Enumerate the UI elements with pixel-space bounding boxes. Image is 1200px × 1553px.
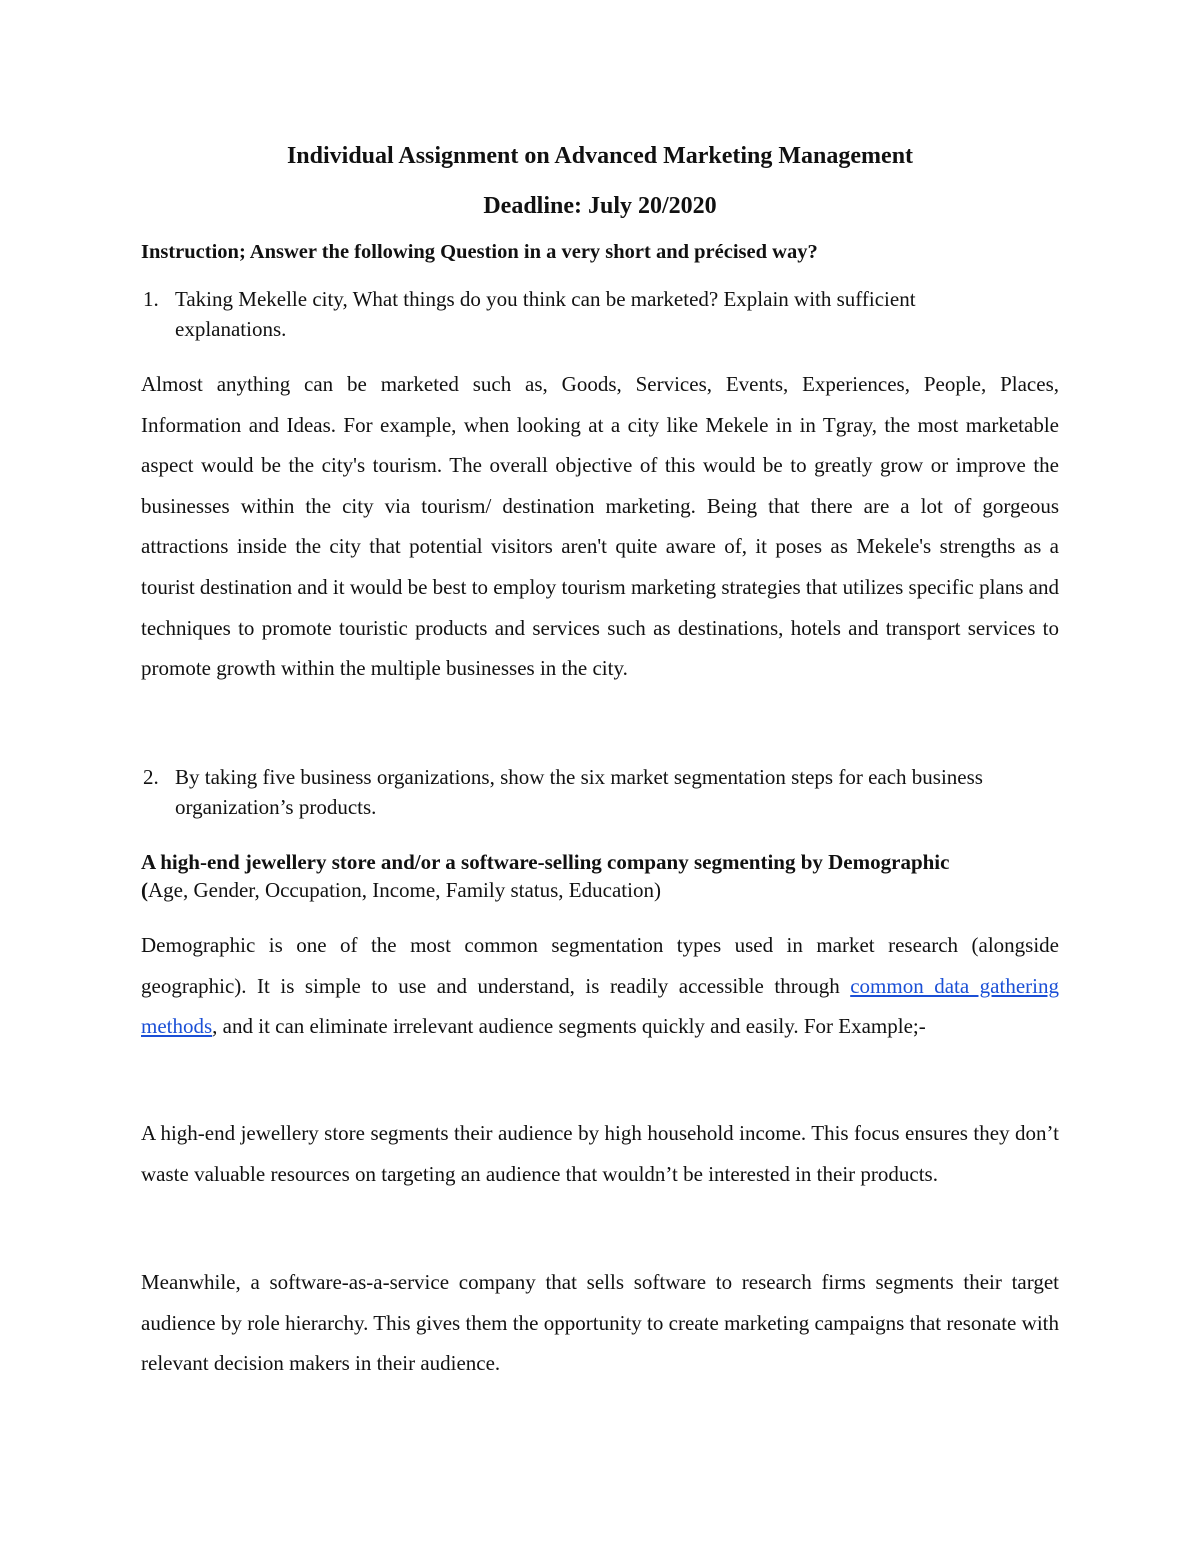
segmentation-heading-paren: ( <box>141 878 148 902</box>
segmentation-heading-bold: A high-end jewellery store and/or a software-selling company segmenting by Demographic <box>141 850 950 874</box>
segmentation-heading <box>141 848 1059 904</box>
question-2-number: 2. <box>143 765 159 789</box>
demographic-paragraph <box>141 925 1059 1047</box>
question-1-number: 1. <box>143 287 159 311</box>
segmentation-heading-list: Age, Gender, Occupation, Income, Family status, Education) <box>148 878 661 902</box>
question-1 <box>141 284 1059 344</box>
deadline: Deadline: July 20/2020 <box>483 193 717 219</box>
question-2 <box>141 762 1059 822</box>
answer-1-paragraph: Almost anything can be marketed such as, Goods, Services, Events, Experiences, People, Places, Information and Ideas. For example, when looking at a city like Mekele in in Tgray, the most marketable aspect would be the city's tourism. The overall objective of this would be to greatly grow or improve the businesses within the city via tourism/ destination marketing. Being that there are a lot of gorgeous attractions inside the city that potential visitors aren't quite aware of, it poses as Mekele's strengths as a tourist destination and it would be best to employ tourism marketing strategies that utilizes specific plans and techniques to promote touristic products and services such as destinations, hotels and transport services to promote growth within the multiple businesses in the city. <box>141 372 1059 681</box>
software-paragraph: Meanwhile, a software-as-a-service company that sells software to research firms segments their target audience by role hierarchy. This gives them the opportunity to create marketing campaigns that resonate with relevant decision makers in their audience. <box>141 1270 1059 1376</box>
common-data-gathering-methods-link[interactable]: common data gathering methods <box>141 973 1059 1039</box>
document-title: Individual Assignment on Advanced Marketing Management <box>286 143 914 169</box>
instruction: Instruction; Answer the following Question in a very short and précised way? <box>141 241 818 263</box>
jewellery-paragraph: A high-end jewellery store segments their audience by high household income. This focus ensures they don’t waste valuable resources on targeting an audience that wouldn’t be interested in their products. <box>141 1121 1059 1186</box>
demographic-text-after-link: , and it can eliminate irrelevant audience segments quickly and easily. For Example;- <box>212 1014 926 1039</box>
question-1-text: Taking Mekelle city, What things do you think can be marketed? Explain with sufficient explanations. <box>175 287 916 341</box>
question-2-text: By taking five business organizations, show the six market segmentation steps for each business organization’s products. <box>175 765 983 819</box>
demographic-text-before-link: Demographic is one of the most common segmentation types used in market research (alongside geographic). It is simple to use and understand, is readily accessible through <box>141 933 1059 998</box>
